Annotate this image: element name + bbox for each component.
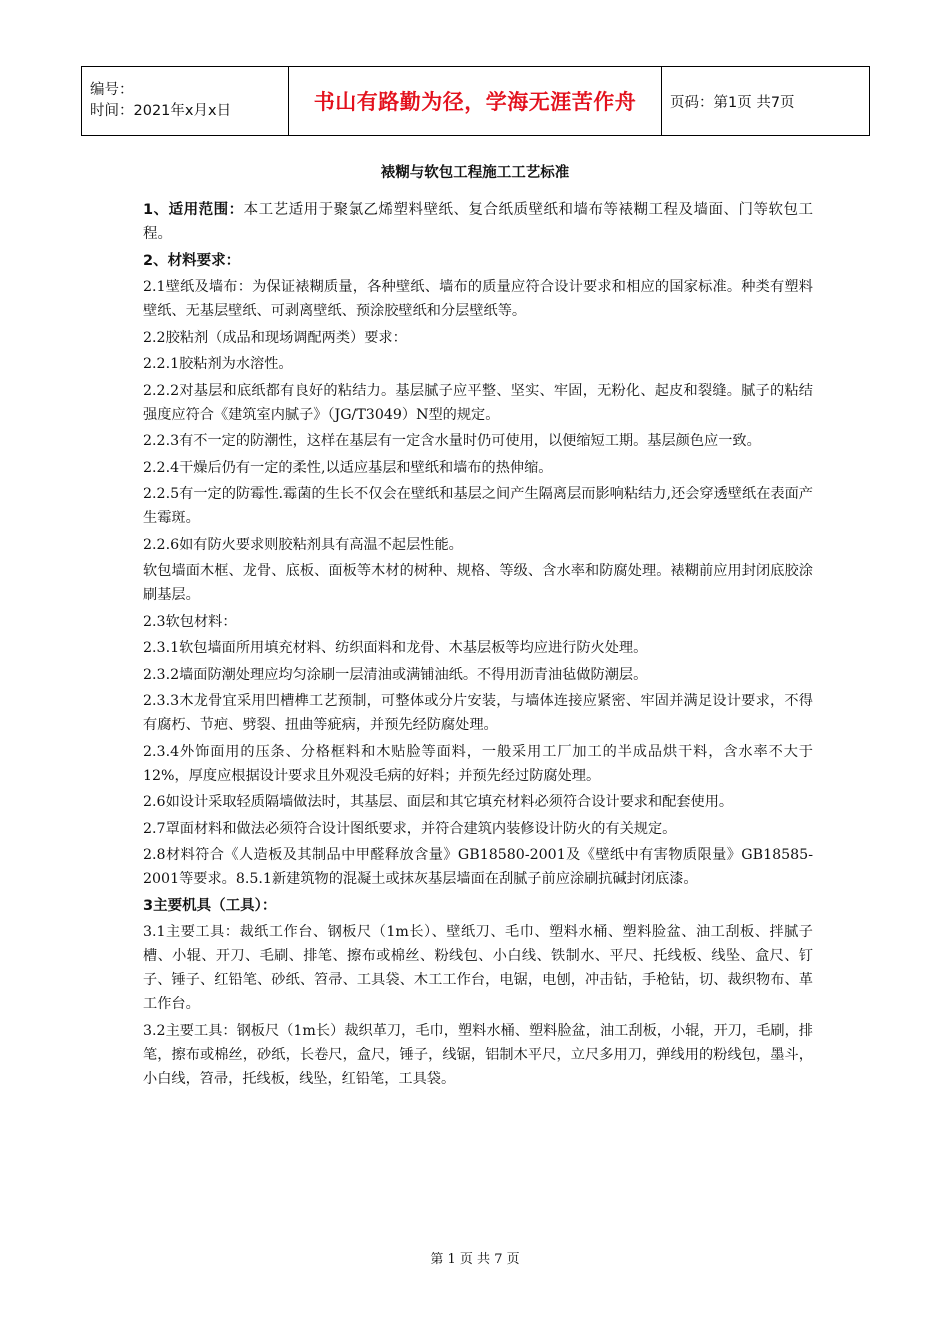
serial-label: 编号： bbox=[90, 82, 134, 98]
body-paragraph: 2.2.4干燥后仍有一定的柔性,以适应基层和壁纸和墙布的热伸缩。 bbox=[143, 459, 553, 476]
section-lead: 3主要机具（工具）： bbox=[143, 897, 277, 914]
section-heading bbox=[143, 894, 813, 918]
body-paragraph: 2.2.6如有防火要求则胶粘剂具有高温不起层性能。 bbox=[143, 536, 463, 553]
header-meta-cell bbox=[82, 67, 289, 136]
page-footer: 第 1 页 共 7 页 bbox=[430, 1252, 520, 1267]
body-paragraph: 2.3软包材料： bbox=[143, 613, 237, 630]
date-label: 时间：2021年x月x日 bbox=[90, 103, 232, 119]
page-info: 页码：第1页 共7页 bbox=[662, 67, 870, 136]
header-table bbox=[81, 66, 870, 136]
body-paragraph: 2.2.5有一定的防霉性.霉菌的生长不仅会在壁纸和基层之间产生隔离层而影响粘结力,还会穿透壁纸在表面产生霉斑。 bbox=[143, 486, 813, 526]
body-paragraph: 2.3.1软包墙面所用填充材料、纺织面料和龙骨、木基层板等均应进行防火处理。 bbox=[143, 640, 648, 656]
body-paragraph: 2.2.3有不一定的防潮性，这样在基层有一定含水量时仍可使用，以便缩短工期。基层颜色应一致。 bbox=[143, 433, 761, 449]
body-paragraph: 2.3.2墙面防潮处理应均匀涂刷一层清油或满铺油纸。不得用沥青油毡做防潮层。 bbox=[143, 666, 648, 683]
body-paragraph: 软包墙面木框、龙骨、底板、面板等木材的树种、规格、等级、含水率和防腐处理。裱糊前应用封闭底胶涂刷基层。 bbox=[143, 563, 813, 603]
section-lead: 2、材料要求： bbox=[143, 252, 241, 269]
section-heading bbox=[143, 249, 813, 273]
document-title: 裱糊与软包工程施工工艺标准 bbox=[380, 165, 570, 181]
section-lead: 1、适用范围： bbox=[143, 202, 244, 218]
body-paragraph: 2.6如设计采取轻质隔墙做法时，其基层、面层和其它填充材料必须符合设计要求和配套使用。 bbox=[143, 794, 734, 810]
body-paragraph: 2.3.4外饰面用的压条、分格框料和木贴脸等面料，一般采用工厂加工的半成品烘干料，含水率不大于12%，厚度应根据设计要求且外观没毛病的好料；并预先经过防腐处理。 bbox=[143, 743, 813, 784]
section-text: 本工艺适用于聚氯乙烯塑料壁纸、复合纸质壁纸和墙布等裱糊工程及墙面、门等软包工程。 bbox=[143, 202, 813, 242]
body-paragraph: 2.1壁纸及墙布：为保证裱糊质量，各种壁纸、墙布的质量应符合设计要求和相应的国家标准。种类有塑料壁纸、无基层壁纸、可剥离壁纸、预涂胶壁纸和分层壁纸等。 bbox=[143, 279, 813, 319]
body-paragraph: 3.1主要工具：裁纸工作台、钢板尺（1m长）、壁纸刀、毛巾、塑料水桶、塑料脸盆、油工刮板、拌腻子槽、小辊、开刀、毛刷、排笔、擦布或棉丝、粉线包、小白线、铁制水、平尺、托线板、线坠、盒尺、钉子、锤子、红铅笔、砂纸、笤帚、工具袋、木工工作台，电锯，电刨，冲击钻，手枪钻，切、裁织物布、革工作台。 bbox=[143, 924, 813, 1012]
slogan: 书山有路勤为径，学海无涯苦作舟 bbox=[289, 67, 662, 136]
document-body bbox=[143, 198, 813, 1093]
body-paragraph: 2.3.3木龙骨宜采用凹槽榫工艺预制，可整体或分片安装，与墙体连接应紧密、牢固并满足设计要求，不得有腐朽、节疤、劈裂、扭曲等疵病，并预先经防腐处理。 bbox=[143, 693, 813, 733]
body-paragraph: 2.2胶粘剂（成品和现场调配两类）要求： bbox=[143, 329, 407, 346]
section-heading bbox=[143, 198, 813, 246]
body-paragraph: 2.2.1胶粘剂为水溶性。 bbox=[143, 356, 293, 372]
body-paragraph: 3.2主要工具：钢板尺（1m长）裁织革刀，毛巾，塑料水桶、塑料脸盆，油工刮板，小辊，开刀，毛刷，排笔，擦布或棉丝，砂纸，长卷尺，盒尺，锤子，线锯，铝制木平尺，立尺多用刀，弹线用的粉线包，墨斗，小白线，笤帚，托线板，线坠，红铅笔，工具袋。 bbox=[143, 1022, 813, 1087]
body-paragraph: 2.2.2对基层和底纸都有良好的粘结力。基层腻子应平整、坚实、牢固，无粉化、起皮和裂缝。腻子的粘结强度应符合《建筑室内腻子》（JG/T3049）N型的规定。 bbox=[143, 382, 813, 423]
body-paragraph: 2.7罩面材料和做法必须符合设计图纸要求，并符合建筑内装修设计防火的有关规定。 bbox=[143, 820, 677, 837]
body-paragraph: 2.8材料符合《人造板及其制品中甲醛释放含量》GB18580-2001及《壁纸中有害物质限量》GB18585-2001等要求。8.5.1新建筑物的混凝土或抹灰基层墙面在刮腻子前应涂刷抗碱封闭底漆。 bbox=[143, 847, 813, 887]
